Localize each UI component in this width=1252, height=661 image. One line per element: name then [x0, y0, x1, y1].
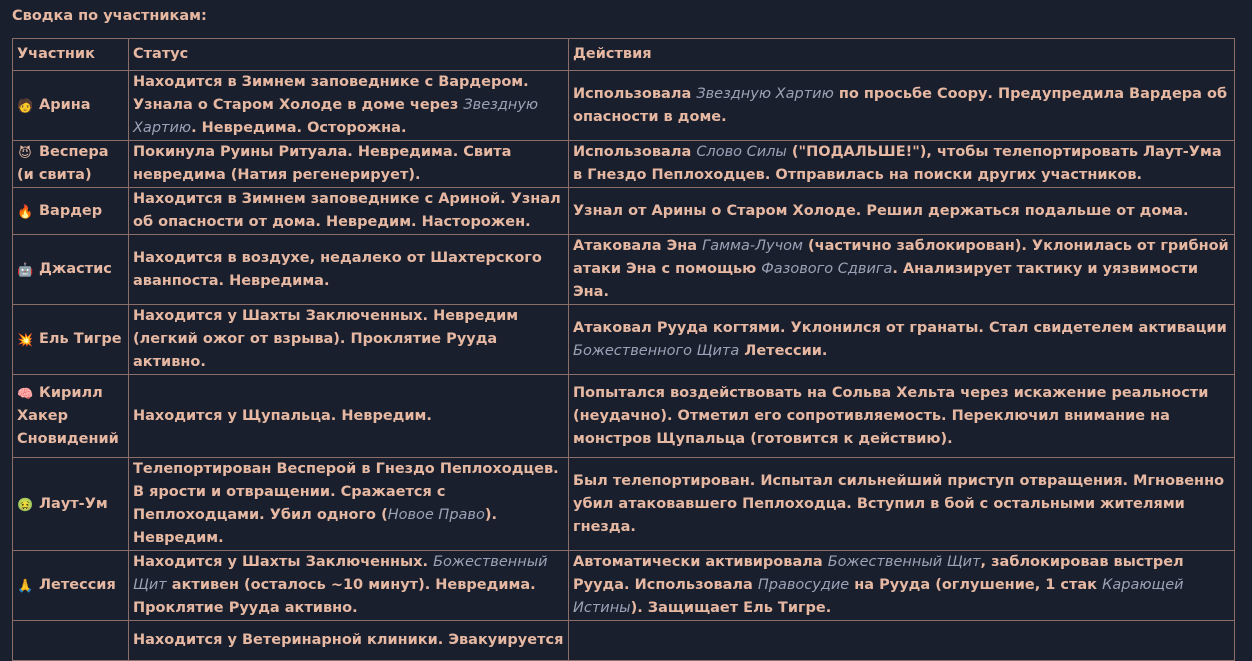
- status-cell: [129, 141, 569, 188]
- table-row: [13, 551, 1235, 621]
- scientist-icon: 🧑: [17, 99, 34, 114]
- cell-text: Находится у Шахты Заключенных.: [133, 554, 434, 570]
- brain-icon: 🧠: [17, 386, 34, 402]
- status-cell: [129, 305, 569, 375]
- participant-name: Джастис: [39, 261, 112, 277]
- cell-text: Использовала: [573, 144, 697, 160]
- term-highlight: Слово Силы: [696, 144, 787, 160]
- participant-cell: [13, 621, 129, 661]
- cell-text: Покинула Руины Ритуала. Невредима. Свита невредима (Натия регенерирует).: [133, 144, 512, 183]
- cell-text: Находится у Шахты Заключенных. Невредим (легкий ожог от взрыва). Проклятие Рууда активно.: [133, 308, 519, 370]
- cell-text: активен (осталось ~10 минут). Невредима. Проклятие Рууда активно.: [133, 577, 536, 616]
- cell-text: Попытался воздействовать на Сольва Хельта через искажение реальности (неудачно). Отметил его сопротивляемость. Переключил внимание на монстров Щупальца (готовится к действию).: [573, 384, 1209, 447]
- status-cell: [129, 621, 569, 661]
- participant-cell: [13, 235, 129, 305]
- table-row: [13, 305, 1235, 375]
- participant-cell: [13, 375, 129, 458]
- table-body: [13, 71, 1235, 661]
- cell-text: Находится в Зимнем заповеднике с Вардером. Узнала о Старом Холоде в доме через: [133, 74, 529, 113]
- table-row: [13, 621, 1235, 661]
- actions-cell: [569, 141, 1235, 188]
- cell-text: Был телепортирован. Испытал сильнейший приступ отвращения. Мгновенно убил атаковавшего Пеплоходца. Вступил в бой с остальными жителями гнезда.: [573, 472, 1225, 535]
- term-highlight: Гамма-Лучом: [702, 238, 803, 254]
- cell-text: Находится у Щупальца. Невредим.: [133, 407, 432, 424]
- status-cell: [129, 71, 569, 141]
- participant-cell: [13, 551, 129, 621]
- cell-text: Телепортирован Весперой в Гнездо Пеплоходцев. В ярости и отвращении. Сражается с Пеплоходцами. Убил одного (: [133, 461, 559, 523]
- cell-text: по просьбе Соору. Предупредила Вардера об опасности в доме.: [573, 85, 1228, 125]
- status-cell: [129, 235, 569, 305]
- actions-cell: [569, 621, 1235, 661]
- cell-text: ("ПОДАЛЬШЕ!"), чтобы телепортировать Лаут-Ума в Гнездо Пеплоходцев. Отправилась на поиски других участников.: [573, 144, 1222, 183]
- participant-name: Вардер: [39, 202, 103, 219]
- participant-name: Арина: [39, 97, 91, 113]
- participant-name: Лаут-Ум: [39, 495, 108, 512]
- cell-text: на Рууда (оглушение, 1 стак: [849, 577, 1103, 593]
- table-row: [13, 375, 1235, 458]
- cell-text: ). Защищает Ель Тигре.: [630, 600, 832, 616]
- actions-cell: [569, 551, 1235, 621]
- table-row: [13, 71, 1235, 141]
- participants-table: [12, 38, 1235, 661]
- participant-cell: [13, 141, 129, 188]
- cell-text: Атаковал Рууда когтями. Уклонился от гранаты. Стал свидетелем активации: [573, 319, 1227, 336]
- status-cell: [129, 188, 569, 235]
- cell-text: Использовала: [573, 85, 697, 102]
- actions-cell: [569, 375, 1235, 458]
- cell-text: (частично заблокирован). Уклонилась от грибной атаки Эна с помощью: [573, 238, 1229, 277]
- term-highlight: Карающей Истины: [573, 577, 1184, 616]
- cell-text: . Анализирует тактику и уязвимости Эна.: [573, 261, 1199, 300]
- status-cell: [129, 458, 569, 551]
- participant-cell: [13, 458, 129, 551]
- cell-text: Находится у Ветеринарной клиники. Эвакуируется: [133, 632, 564, 648]
- nauseated-face-icon: 🤢: [17, 497, 34, 513]
- participant-cell: [13, 305, 129, 375]
- actions-cell: [569, 305, 1235, 375]
- cell-text: , заблокировав выстрел Рууда. Использовала: [573, 554, 1184, 593]
- term-highlight: Звездную Хартию: [696, 85, 834, 102]
- praying-person-icon: 🙏: [17, 579, 34, 594]
- fire-icon: 🔥: [17, 204, 34, 220]
- table-row: [13, 235, 1235, 305]
- robot-icon: 🤖: [17, 263, 34, 278]
- table-row: [13, 188, 1235, 235]
- table-row: [13, 141, 1235, 188]
- actions-cell: [569, 71, 1235, 141]
- actions-cell: [569, 235, 1235, 305]
- status-cell: [129, 375, 569, 458]
- cell-text: Летессии.: [739, 342, 828, 359]
- status-cell: [129, 551, 569, 621]
- term-highlight: Звездную Хартию: [133, 97, 539, 136]
- cell-text: . Невредима. Осторожна.: [191, 120, 407, 136]
- participant-name: Летессия: [39, 577, 116, 593]
- term-highlight: Божественный Щит: [133, 554, 548, 593]
- table-row: [13, 458, 1235, 551]
- column-header-status: Статус: [129, 39, 569, 71]
- cell-text: Находится в воздухе, недалеко от Шахтерского аванпоста. Невредима.: [133, 249, 542, 289]
- cell-text: ). Невредим.: [133, 507, 497, 546]
- cell-text: Узнал от Арины о Старом Холоде. Решил держаться подальше от дома.: [573, 202, 1189, 219]
- cell-text: Находится в Зимнем заповеднике с Ариной. Узнал об опасности от дома. Невредим. Насторожен.: [133, 191, 561, 230]
- actions-cell: [569, 458, 1235, 551]
- smiling-devil-icon: 😈: [18, 146, 32, 161]
- participant-cell: [13, 188, 129, 235]
- term-highlight: Божественного Щита: [573, 342, 740, 359]
- cell-text: Автоматически активировала: [573, 554, 828, 570]
- participant-cell: [13, 71, 129, 141]
- column-header-participant: Участник: [13, 39, 129, 71]
- term-highlight: Новое Право: [387, 507, 485, 523]
- summary-heading: Сводка по участникам:: [12, 8, 207, 24]
- term-highlight: Правосудие: [757, 577, 850, 593]
- cell-text: Атаковала Эна: [573, 238, 703, 254]
- column-header-actions: Действия: [569, 39, 1235, 71]
- participant-name: Веспера (и свита): [17, 144, 109, 183]
- collision-icon: 💥: [17, 333, 34, 348]
- participant-name: Ель Тигре: [39, 331, 122, 347]
- term-highlight: Фазового Сдвига: [761, 261, 893, 277]
- term-highlight: Божественный Щит: [827, 554, 981, 570]
- table-header-row: [13, 39, 1235, 71]
- actions-cell: [569, 188, 1235, 235]
- participant-name: Кирилл Хакер Сновидений: [17, 384, 119, 447]
